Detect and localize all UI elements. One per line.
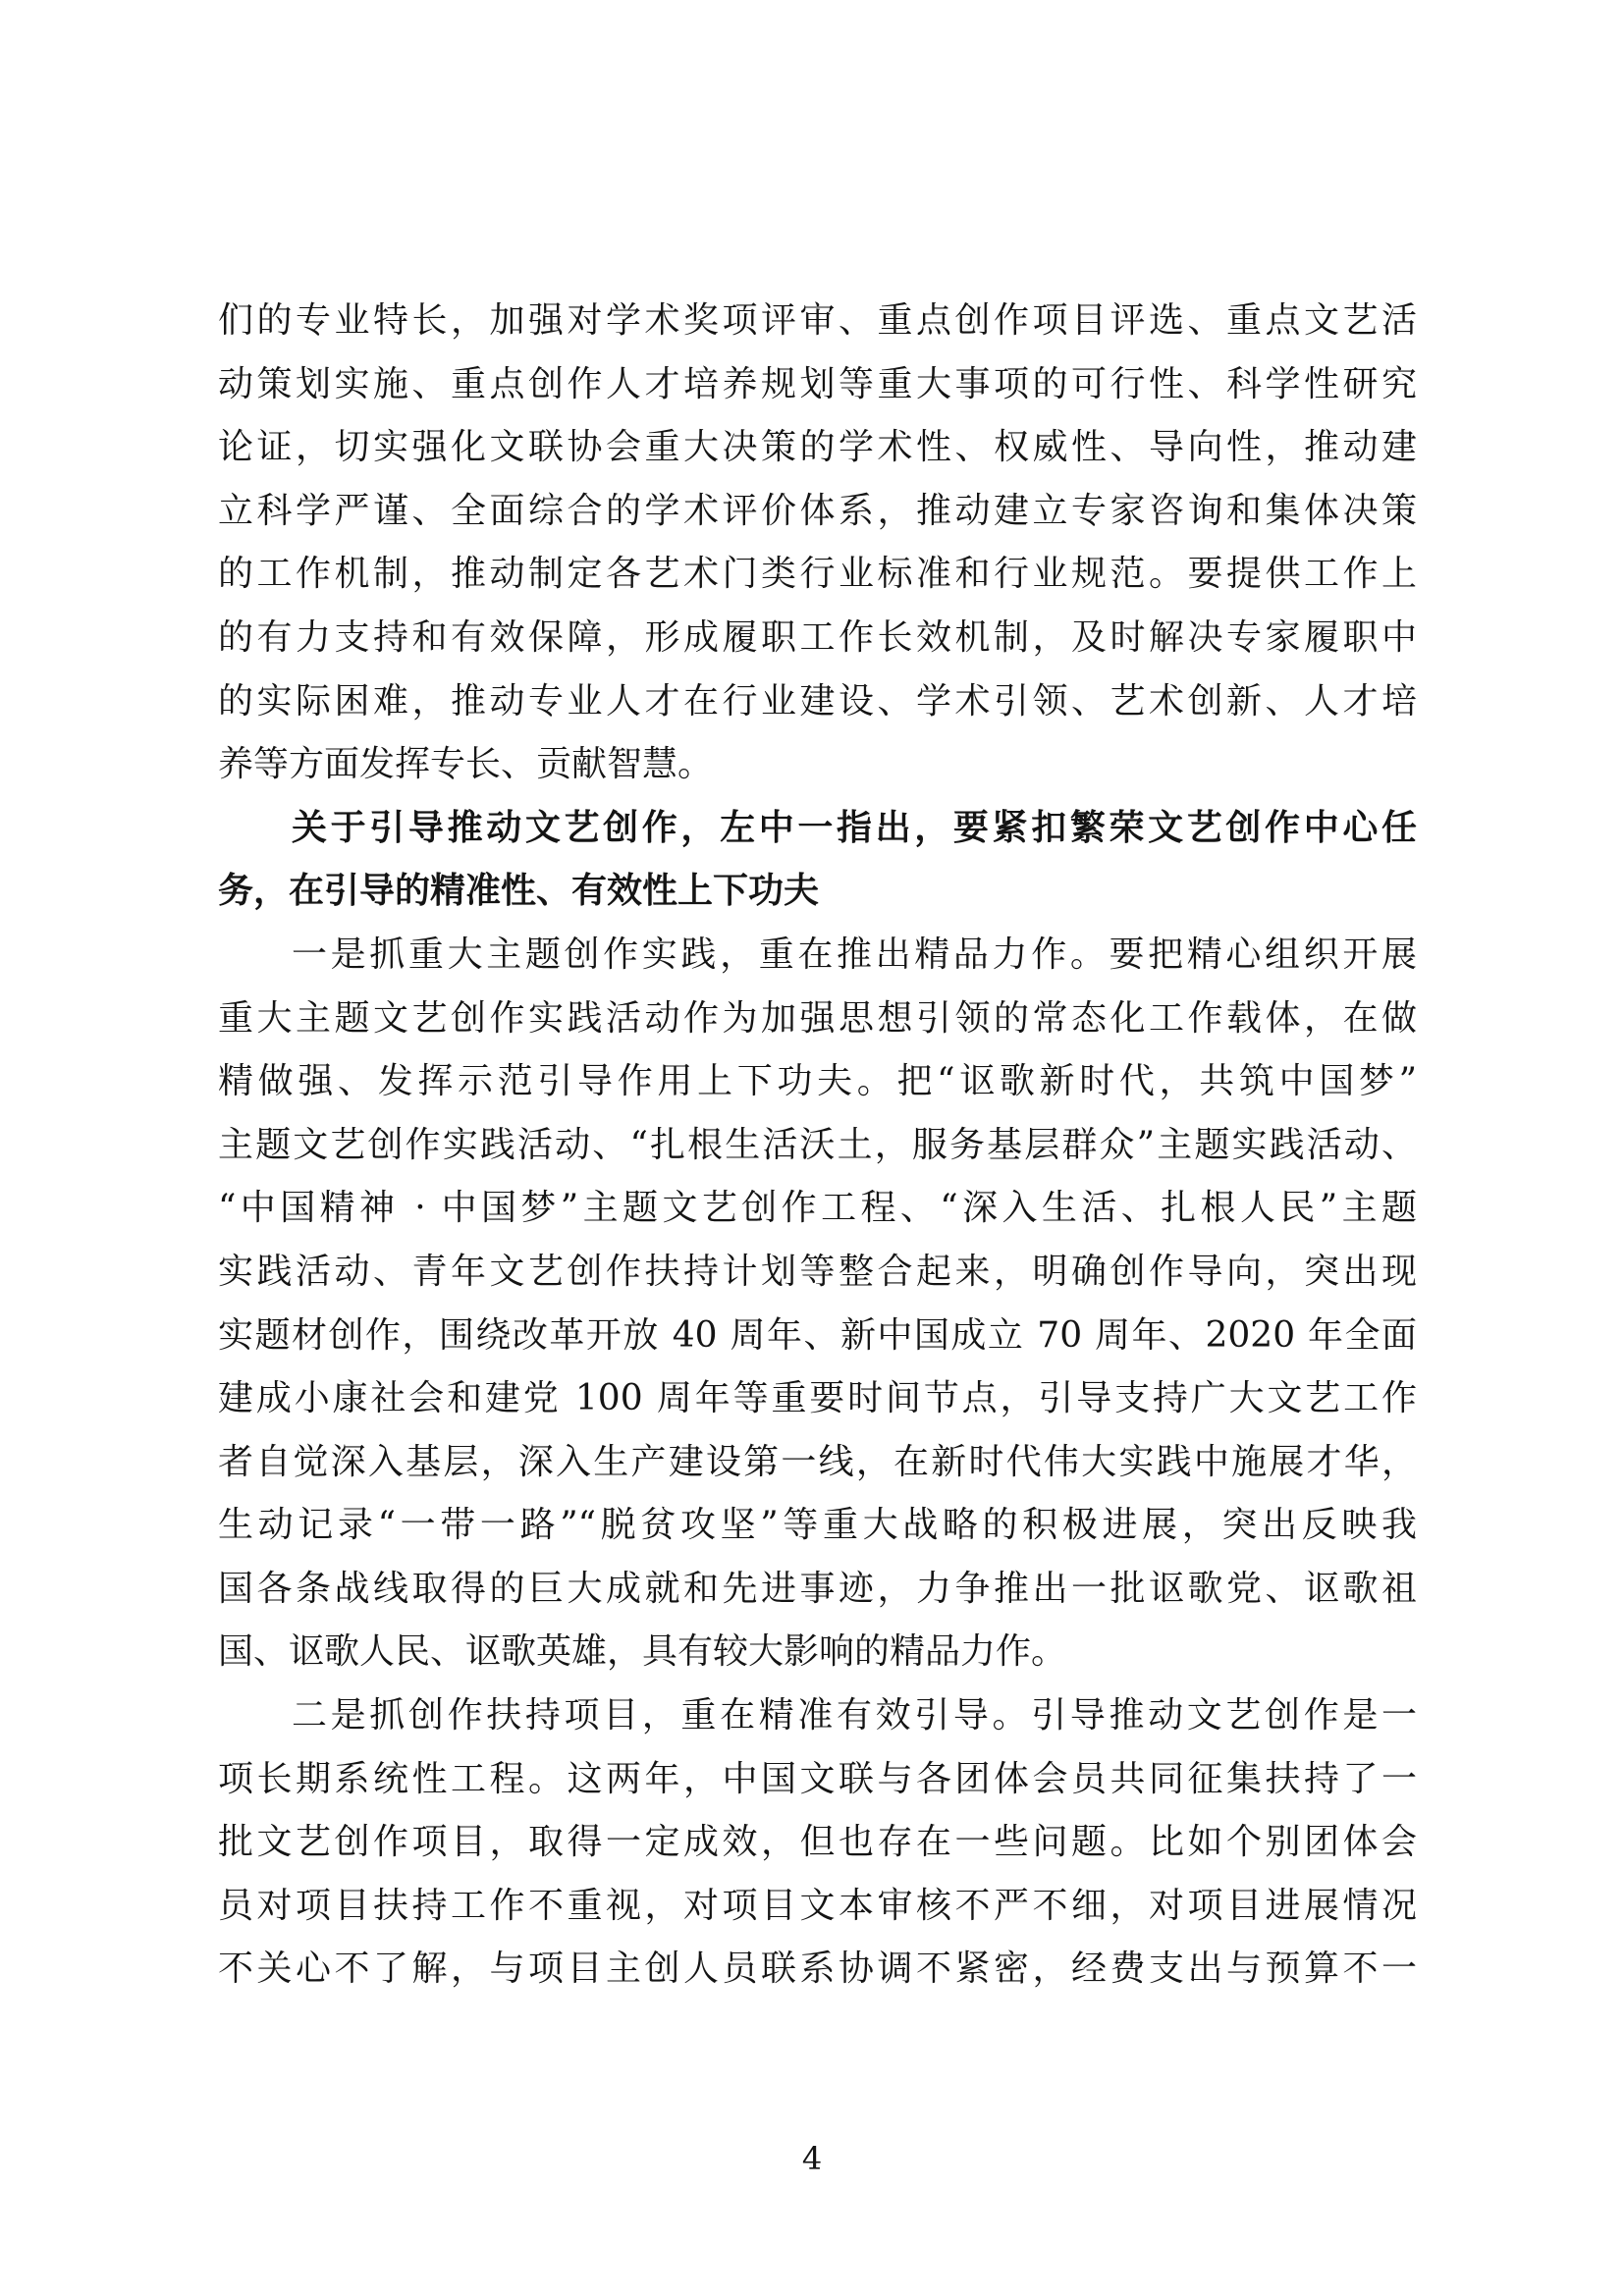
document-body — [218, 290, 1417, 2002]
text-line: 项长期系统性工程。这两年，中国文联与各团体会员共同征集扶持了一 — [218, 1758, 1417, 1799]
text-line: 的有力支持和有效保障，形成履职工作长效机制，及时解决专家履职中 — [218, 616, 1417, 658]
text-line: 实践活动、青年文艺创作扶持计划等整合起来，明确创作导向，突出现 — [218, 1251, 1417, 1292]
text-line: 生动记录“一带一路”“脱贫攻坚”等重大战略的积极进展，突出反映我 — [218, 1505, 1417, 1546]
paragraph-continued — [218, 290, 1417, 797]
section-heading — [218, 797, 1417, 924]
text-line: 不关心不了解，与项目主创人员联系协调不紧密，经费支出与预算不一 — [218, 1949, 1417, 1990]
text-line: 一是抓重大主题创作实践，重在推出精品力作。要把精心组织开展 — [292, 934, 1417, 975]
text-line: 者自觉深入基层，深入生产建设第一线，在新时代伟大实践中施展才华， — [218, 1441, 1417, 1482]
text-line: 建成小康社会和建党 100 周年等重要时间节点，引导支持广大文艺工作 — [218, 1378, 1417, 1419]
text-line: 养等方面发挥专长、贡献智慧。 — [218, 744, 714, 785]
heading-line: 务，在引导的精准性、有效性上下功夫 — [218, 871, 820, 912]
text-line: 主题文艺创作实践活动、“扎根生活沃土，服务基层群众”主题实践活动、 — [218, 1124, 1417, 1165]
text-line: “中国精神 · 中国梦”主题文艺创作工程、“深入生活、扎根人民”主题 — [218, 1188, 1417, 1229]
heading-line: 关于引导推动文艺创作，左中一指出，要紧扣繁荣文艺创作中心任 — [292, 807, 1417, 848]
text-line: 的实际困难，推动专业人才在行业建设、学术引领、艺术创新、人才培 — [218, 680, 1417, 721]
page-number: 4 — [801, 2140, 823, 2177]
text-line: 国、讴歌人民、讴歌英雄，具有较大影响的精品力作。 — [218, 1631, 1067, 1673]
text-line: 员对项目扶持工作不重视，对项目文本审核不严不细，对项目进展情况 — [218, 1885, 1417, 1926]
text-line: 们的专业特长，加强对学术奖项评审、重点创作项目评选、重点文艺活 — [218, 300, 1417, 341]
text-line: 的工作机制，推动制定各艺术门类行业标准和行业规范。要提供工作上 — [218, 554, 1417, 595]
text-line: 批文艺创作项目，取得一定成效，但也存在一些问题。比如个别团体会 — [218, 1822, 1417, 1863]
text-line: 立科学严谨、全面综合的学术评价体系，推动建立专家咨询和集体决策 — [218, 490, 1417, 531]
text-line: 重大主题文艺创作实践活动作为加强思想引领的常态化工作载体，在做 — [218, 997, 1417, 1039]
text-line: 二是抓创作扶持项目，重在精准有效引导。引导推动文艺创作是一 — [292, 1695, 1417, 1736]
paragraph-point-one — [218, 924, 1417, 1684]
text-line: 实题材创作，围绕改革开放 40 周年、新中国成立 70 周年、2020 年全面 — [218, 1314, 1417, 1356]
text-line: 动策划实施、重点创作人才培养规划等重大事项的可行性、科学性研究 — [218, 363, 1417, 404]
text-line: 论证，切实强化文联协会重大决策的学术性、权威性、导向性，推动建 — [218, 427, 1417, 468]
text-line: 精做强、发挥示范引导作用上下功夫。把“讴歌新时代，共筑中国梦” — [218, 1061, 1417, 1102]
paragraph-point-two — [218, 1684, 1417, 2002]
text-line: 国各条战线取得的巨大成就和先进事迹，力争推出一批讴歌党、讴歌祖 — [218, 1568, 1417, 1609]
